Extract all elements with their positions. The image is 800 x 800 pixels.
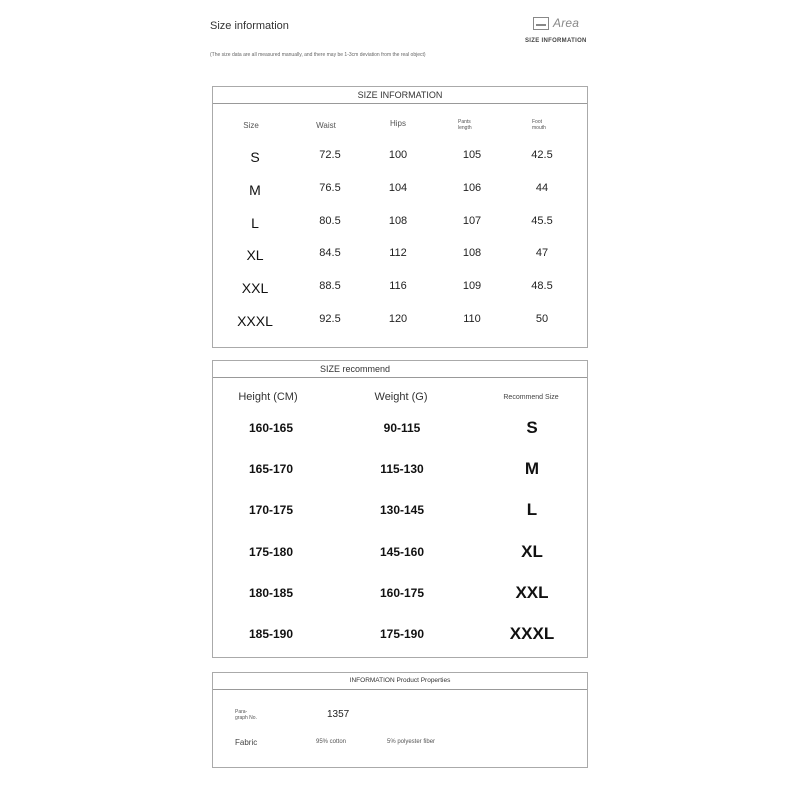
recommend-row-height-cell: 160-165 (248, 421, 294, 435)
size-row-hips-cell: 112 (389, 247, 407, 260)
size-row-hips-cell: 120 (388, 313, 408, 325)
recommend-row-height-cell: 180-185 (248, 585, 294, 600)
size-row-pants-length-cell: 109 (462, 280, 482, 293)
size-row-waist-cell: 88.5 (319, 280, 341, 293)
size-row-size-cell: M (249, 181, 261, 198)
page-title: Size information (210, 20, 289, 32)
size-row-size-cell: XXL (241, 280, 269, 297)
size-row-pants-length-cell: 106 (462, 181, 482, 194)
recommend-row-recommend-size-cell: L (526, 500, 538, 520)
size-table-title: SIZE INFORMATION (213, 87, 587, 104)
foot-mouth-header-line1: Foot (532, 119, 543, 125)
size-row-hips-cell: 104 (388, 181, 408, 194)
recommend-size-header: Recommend Size (503, 394, 559, 401)
fabric-polyester: 5% polyester fiber (387, 739, 436, 745)
recommend-row-height-cell: 165-170 (248, 462, 294, 477)
recommend-row-weight-cell: 90-115 (383, 421, 421, 435)
size-row-foot-mouth-cell: 50 (535, 313, 549, 325)
recommend-row-recommend-size-cell: M (524, 459, 540, 479)
size-header: Size (243, 121, 259, 130)
fabric-cotton: 95% cotton (316, 739, 347, 745)
size-row-foot-mouth-cell: 44 (535, 181, 549, 194)
logo-subtitle: SIZE INFORMATION (525, 38, 587, 44)
recommend-row-height-cell: 170-175 (248, 503, 294, 518)
size-row-foot-mouth-cell: 48.5 (531, 280, 553, 293)
foot-mouth-header-line2: mouth (532, 125, 546, 131)
pants-length-header-line2: length (458, 125, 472, 131)
pants-length-header-line1: Pants (458, 119, 471, 125)
hips-header: Hips (389, 119, 407, 128)
weight-header: Weight (G) (374, 391, 428, 403)
recommend-row-weight-cell: 160-175 (379, 585, 425, 600)
size-row-waist-cell: 84.5 (319, 247, 341, 260)
size-row-pants-length-cell: 107 (462, 214, 482, 227)
properties-title: INFORMATION Product Properties (213, 673, 587, 690)
size-row-hips-cell: 108 (388, 214, 408, 227)
recommend-row-weight-cell: 145-160 (379, 544, 425, 559)
recommend-row-recommend-size-cell: XXXL (509, 624, 555, 643)
waist-header: Waist (316, 121, 336, 130)
size-row-hips-cell: 100 (388, 149, 408, 161)
recommend-row-weight-cell: 175-190 (379, 627, 425, 641)
paragraph-no-label (235, 709, 257, 721)
recommend-row-recommend-size-cell: XL (521, 541, 543, 561)
height-header: Height (CM) (238, 391, 298, 403)
size-information-table (212, 86, 588, 348)
recommend-row-recommend-size-cell: S (526, 418, 538, 437)
size-row-foot-mouth-cell: 42.5 (531, 149, 553, 161)
pants-length-header (458, 119, 472, 131)
size-row-pants-length-cell: 105 (462, 149, 482, 161)
size-row-foot-mouth-cell: 45.5 (531, 214, 553, 227)
size-row-waist-cell: 92.5 (319, 313, 341, 325)
size-row-waist-cell: 72.5 (319, 149, 341, 161)
size-row-pants-length-cell: 108 (462, 247, 482, 260)
size-row-waist-cell: 80.5 (319, 214, 341, 227)
recommend-row-height-cell: 175-180 (248, 544, 294, 559)
size-row-size-cell: L (251, 214, 259, 231)
product-properties-panel (212, 672, 588, 768)
paragraph-no-value: 1357 (327, 709, 350, 720)
size-row-hips-cell: 116 (389, 280, 407, 293)
recommend-row-weight-cell: 130-145 (379, 503, 425, 518)
size-row-size-cell: S (250, 149, 260, 165)
recommend-row-height-cell: 185-190 (248, 627, 294, 641)
measurement-note: (The size data are all measured manually, and there may be 1-3cm deviation from the real object) (210, 52, 426, 58)
paragraph-no-label-line2: graph No. (235, 715, 257, 721)
recommend-row-recommend-size-cell: XXL (515, 582, 549, 602)
size-row-size-cell: XXXL (237, 313, 273, 329)
size-row-waist-cell: 76.5 (319, 181, 341, 194)
logo-box-icon (533, 17, 549, 30)
recommend-table-title: SIZE recommend (213, 361, 587, 378)
size-recommend-table (212, 360, 588, 658)
size-row-size-cell: XL (246, 247, 264, 264)
size-row-foot-mouth-cell: 47 (535, 247, 549, 260)
recommend-row-weight-cell: 115-130 (380, 462, 424, 477)
fabric-label: Fabric (235, 738, 258, 747)
foot-mouth-header (532, 119, 546, 131)
paragraph-no-label-line1: Para- (235, 709, 248, 715)
brand-logo (533, 16, 589, 32)
logo-text: Area (553, 16, 580, 30)
size-row-pants-length-cell: 110 (463, 313, 481, 325)
